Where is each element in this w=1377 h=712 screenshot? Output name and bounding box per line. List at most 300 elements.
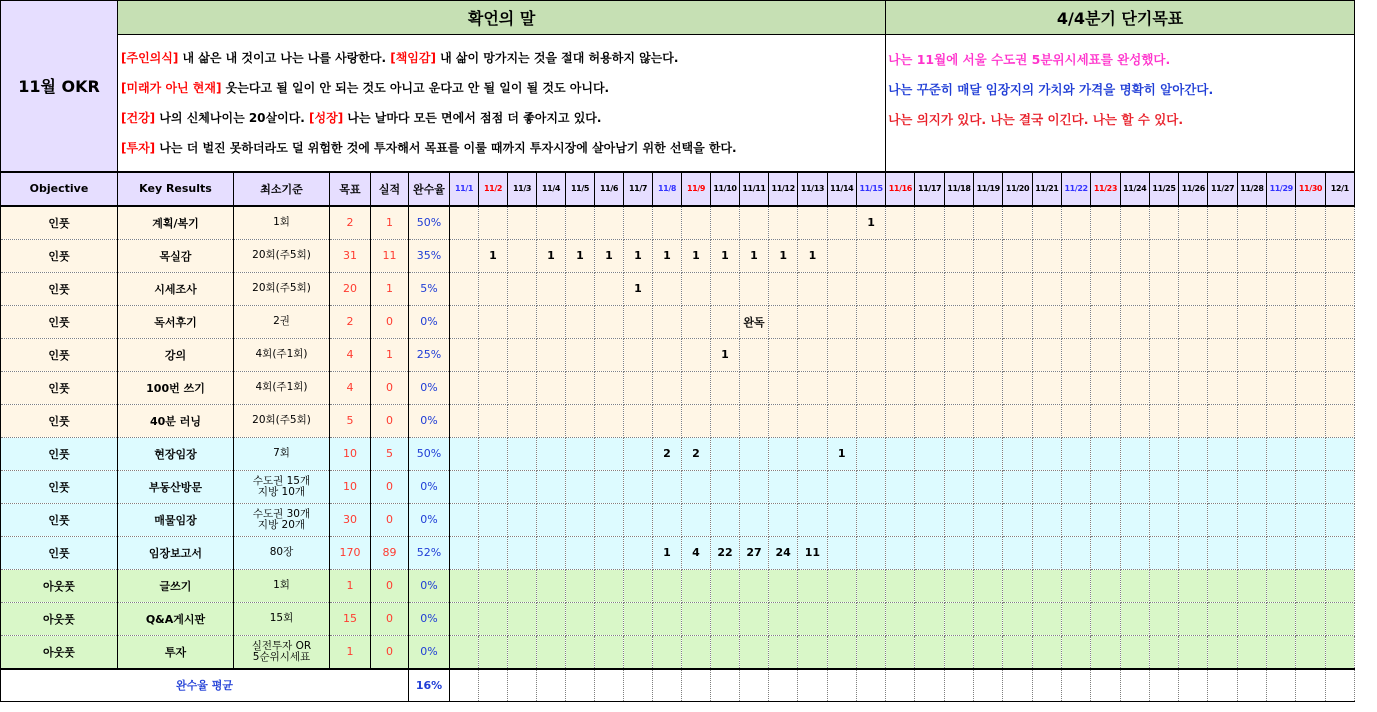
day-cell[interactable] <box>1061 536 1090 569</box>
day-cell[interactable] <box>508 338 537 371</box>
day-cell[interactable] <box>450 602 479 635</box>
actual-cell[interactable]: 1 <box>371 206 409 240</box>
day-cell[interactable] <box>1003 669 1032 702</box>
min-standard-cell[interactable] <box>234 338 330 371</box>
day-cell[interactable] <box>595 635 624 669</box>
day-cell[interactable] <box>856 239 885 272</box>
day-cell[interactable] <box>537 272 566 305</box>
day-cell[interactable] <box>479 602 508 635</box>
day-cell[interactable] <box>827 239 856 272</box>
day-cell[interactable]: 1 <box>653 239 682 272</box>
day-cell[interactable] <box>1003 305 1032 338</box>
day-cell[interactable] <box>624 437 653 470</box>
day-cell[interactable] <box>1032 437 1061 470</box>
day-cell[interactable] <box>1061 470 1090 503</box>
day-cell[interactable] <box>1003 503 1032 536</box>
day-cell[interactable] <box>508 437 537 470</box>
day-cell[interactable] <box>711 272 740 305</box>
day-cell[interactable] <box>1179 239 1208 272</box>
day-cell[interactable] <box>595 272 624 305</box>
day-cell[interactable]: 1 <box>856 206 885 240</box>
day-cell[interactable] <box>479 338 508 371</box>
day-cell[interactable] <box>1032 305 1061 338</box>
actual-cell[interactable]: 1 <box>371 272 409 305</box>
day-cell[interactable] <box>1149 206 1178 240</box>
day-cell[interactable] <box>827 503 856 536</box>
day-cell[interactable] <box>595 338 624 371</box>
key-result-cell[interactable]: 임장보고서 <box>118 536 234 569</box>
day-cell[interactable] <box>537 536 566 569</box>
day-cell[interactable] <box>974 569 1003 602</box>
day-cell[interactable] <box>1091 635 1120 669</box>
day-cell[interactable] <box>769 272 798 305</box>
day-cell[interactable] <box>1091 536 1120 569</box>
day-cell[interactable] <box>1003 569 1032 602</box>
day-cell[interactable] <box>1296 569 1325 602</box>
day-cell[interactable] <box>974 305 1003 338</box>
min-standard-cell[interactable] <box>234 470 330 503</box>
day-cell[interactable] <box>566 602 595 635</box>
day-cell[interactable] <box>1091 272 1120 305</box>
day-cell[interactable] <box>915 305 944 338</box>
day-cell[interactable] <box>1237 635 1266 669</box>
day-cell[interactable] <box>1149 536 1178 569</box>
day-cell[interactable] <box>1296 272 1325 305</box>
day-cell[interactable] <box>915 669 944 702</box>
day-cell[interactable] <box>944 404 973 437</box>
day-cell[interactable] <box>1149 239 1178 272</box>
day-cell[interactable] <box>537 503 566 536</box>
min-standard-cell[interactable] <box>234 239 330 272</box>
day-cell[interactable] <box>1296 338 1325 371</box>
day-cell[interactable] <box>450 404 479 437</box>
completion-rate-cell[interactable]: 25% <box>409 338 450 371</box>
day-cell[interactable] <box>1208 470 1237 503</box>
day-cell[interactable] <box>769 305 798 338</box>
day-cell[interactable] <box>537 470 566 503</box>
day-cell[interactable] <box>1237 404 1266 437</box>
day-cell[interactable] <box>856 536 885 569</box>
day-cell[interactable] <box>682 272 711 305</box>
day-cell[interactable] <box>915 206 944 240</box>
day-cell[interactable] <box>798 503 827 536</box>
day-cell[interactable] <box>653 503 682 536</box>
day-cell[interactable] <box>653 569 682 602</box>
day-cell[interactable] <box>974 669 1003 702</box>
day-cell[interactable] <box>1325 338 1354 371</box>
day-cell[interactable] <box>450 272 479 305</box>
day-cell[interactable] <box>595 470 624 503</box>
target-cell[interactable]: 2 <box>330 305 371 338</box>
day-cell[interactable] <box>1032 404 1061 437</box>
min-standard-cell[interactable] <box>234 635 330 669</box>
day-cell[interactable] <box>595 503 624 536</box>
day-cell[interactable] <box>537 404 566 437</box>
day-cell[interactable] <box>479 437 508 470</box>
day-cell[interactable] <box>1208 503 1237 536</box>
day-cell[interactable] <box>479 569 508 602</box>
min-standard-cell[interactable] <box>234 602 330 635</box>
day-cell[interactable] <box>1325 437 1354 470</box>
day-cell[interactable] <box>450 635 479 669</box>
day-cell[interactable] <box>740 635 769 669</box>
day-cell[interactable] <box>1179 305 1208 338</box>
completion-rate-cell[interactable]: 50% <box>409 206 450 240</box>
target-cell[interactable]: 30 <box>330 503 371 536</box>
day-cell[interactable] <box>915 338 944 371</box>
day-cell[interactable] <box>1061 635 1090 669</box>
day-cell[interactable] <box>1179 404 1208 437</box>
day-cell[interactable] <box>624 536 653 569</box>
day-cell[interactable] <box>1179 338 1208 371</box>
min-standard-cell[interactable] <box>234 569 330 602</box>
day-cell[interactable] <box>537 206 566 240</box>
min-standard-cell[interactable] <box>234 371 330 404</box>
day-cell[interactable] <box>566 404 595 437</box>
day-cell[interactable] <box>624 404 653 437</box>
day-cell[interactable] <box>508 503 537 536</box>
min-standard-cell[interactable] <box>234 437 330 470</box>
day-cell[interactable] <box>1267 503 1296 536</box>
day-cell[interactable] <box>1120 669 1149 702</box>
target-cell[interactable]: 2 <box>330 206 371 240</box>
day-cell[interactable] <box>915 272 944 305</box>
day-cell[interactable] <box>886 635 915 669</box>
day-cell[interactable] <box>1120 371 1149 404</box>
day-cell[interactable] <box>974 206 1003 240</box>
day-cell[interactable] <box>1061 305 1090 338</box>
day-cell[interactable] <box>624 371 653 404</box>
day-cell[interactable] <box>769 669 798 702</box>
completion-rate-cell[interactable]: 0% <box>409 503 450 536</box>
day-cell[interactable] <box>769 503 798 536</box>
min-standard-cell[interactable] <box>234 404 330 437</box>
day-cell[interactable] <box>915 239 944 272</box>
day-cell[interactable] <box>1296 602 1325 635</box>
day-cell[interactable] <box>886 437 915 470</box>
day-cell[interactable] <box>1179 503 1208 536</box>
day-cell[interactable] <box>479 371 508 404</box>
day-cell[interactable] <box>653 206 682 240</box>
day-cell[interactable] <box>1120 635 1149 669</box>
day-cell[interactable] <box>915 569 944 602</box>
day-cell[interactable] <box>1208 239 1237 272</box>
completion-rate-cell[interactable]: 52% <box>409 536 450 569</box>
objective-cell[interactable]: 인풋 <box>1 371 118 404</box>
day-cell[interactable] <box>769 404 798 437</box>
day-cell[interactable] <box>537 338 566 371</box>
day-cell[interactable] <box>450 470 479 503</box>
day-cell[interactable] <box>974 437 1003 470</box>
day-cell[interactable] <box>915 470 944 503</box>
day-cell[interactable] <box>508 569 537 602</box>
day-cell[interactable] <box>1091 569 1120 602</box>
day-cell[interactable] <box>1325 503 1354 536</box>
day-cell[interactable] <box>1237 272 1266 305</box>
day-cell[interactable] <box>1179 536 1208 569</box>
day-cell[interactable] <box>508 669 537 702</box>
day-cell[interactable] <box>1091 338 1120 371</box>
day-cell[interactable]: 1 <box>798 239 827 272</box>
day-cell[interactable] <box>1296 503 1325 536</box>
day-cell[interactable] <box>1032 272 1061 305</box>
day-cell[interactable] <box>740 272 769 305</box>
day-cell[interactable] <box>856 503 885 536</box>
day-cell[interactable] <box>827 338 856 371</box>
min-standard-cell[interactable] <box>234 272 330 305</box>
day-cell[interactable] <box>624 338 653 371</box>
day-cell[interactable] <box>1325 669 1354 702</box>
day-cell[interactable] <box>711 437 740 470</box>
day-cell[interactable] <box>1149 371 1178 404</box>
day-cell[interactable] <box>827 536 856 569</box>
day-cell[interactable]: 1 <box>566 239 595 272</box>
day-cell[interactable] <box>915 635 944 669</box>
day-cell[interactable] <box>653 305 682 338</box>
day-cell[interactable] <box>653 669 682 702</box>
day-cell[interactable] <box>1091 239 1120 272</box>
day-cell[interactable] <box>974 239 1003 272</box>
key-result-cell[interactable]: 시세조사 <box>118 272 234 305</box>
day-cell[interactable] <box>653 272 682 305</box>
day-cell[interactable] <box>508 239 537 272</box>
day-cell[interactable] <box>450 669 479 702</box>
day-cell[interactable]: 1 <box>711 338 740 371</box>
day-cell[interactable] <box>537 635 566 669</box>
day-cell[interactable] <box>1325 470 1354 503</box>
day-cell[interactable] <box>886 371 915 404</box>
day-cell[interactable] <box>479 272 508 305</box>
day-cell[interactable] <box>595 437 624 470</box>
day-cell[interactable] <box>1208 669 1237 702</box>
day-cell[interactable] <box>537 602 566 635</box>
day-cell[interactable] <box>1003 371 1032 404</box>
day-cell[interactable] <box>1120 239 1149 272</box>
actual-cell[interactable]: 89 <box>371 536 409 569</box>
day-cell[interactable] <box>974 371 1003 404</box>
day-cell[interactable] <box>827 569 856 602</box>
day-cell[interactable] <box>856 338 885 371</box>
day-cell[interactable] <box>798 470 827 503</box>
key-result-cell[interactable]: 목실감 <box>118 239 234 272</box>
day-cell[interactable]: 4 <box>682 536 711 569</box>
day-cell[interactable] <box>827 602 856 635</box>
day-cell[interactable] <box>595 669 624 702</box>
day-cell[interactable] <box>450 569 479 602</box>
objective-cell[interactable]: 인풋 <box>1 536 118 569</box>
day-cell[interactable] <box>886 470 915 503</box>
day-cell[interactable] <box>798 371 827 404</box>
day-cell[interactable] <box>769 569 798 602</box>
day-cell[interactable] <box>1179 206 1208 240</box>
key-result-cell[interactable]: 계획/복기 <box>118 206 234 240</box>
day-cell[interactable] <box>1061 404 1090 437</box>
day-cell[interactable] <box>856 404 885 437</box>
day-cell[interactable] <box>682 669 711 702</box>
day-cell[interactable] <box>624 569 653 602</box>
day-cell[interactable] <box>1325 569 1354 602</box>
day-cell[interactable] <box>450 437 479 470</box>
day-cell[interactable] <box>1325 536 1354 569</box>
day-cell[interactable] <box>769 206 798 240</box>
day-cell[interactable] <box>1149 338 1178 371</box>
day-cell[interactable] <box>479 503 508 536</box>
day-cell[interactable]: 1 <box>537 239 566 272</box>
day-cell[interactable] <box>479 635 508 669</box>
day-cell[interactable] <box>595 206 624 240</box>
target-cell[interactable]: 1 <box>330 635 371 669</box>
day-cell[interactable] <box>1179 635 1208 669</box>
day-cell[interactable] <box>740 338 769 371</box>
day-cell[interactable] <box>1061 272 1090 305</box>
day-cell[interactable] <box>1149 602 1178 635</box>
day-cell[interactable] <box>1179 602 1208 635</box>
day-cell[interactable] <box>682 602 711 635</box>
day-cell[interactable] <box>740 470 769 503</box>
day-cell[interactable] <box>1296 669 1325 702</box>
day-cell[interactable] <box>974 503 1003 536</box>
actual-cell[interactable]: 5 <box>371 437 409 470</box>
day-cell[interactable]: 24 <box>769 536 798 569</box>
day-cell[interactable] <box>682 404 711 437</box>
day-cell[interactable] <box>944 470 973 503</box>
day-cell[interactable] <box>1237 569 1266 602</box>
day-cell[interactable] <box>944 635 973 669</box>
day-cell[interactable] <box>769 470 798 503</box>
day-cell[interactable] <box>566 503 595 536</box>
day-cell[interactable] <box>740 371 769 404</box>
day-cell[interactable] <box>798 569 827 602</box>
day-cell[interactable] <box>886 669 915 702</box>
day-cell[interactable] <box>798 602 827 635</box>
day-cell[interactable] <box>1237 503 1266 536</box>
day-cell[interactable] <box>769 437 798 470</box>
day-cell[interactable] <box>1149 635 1178 669</box>
day-cell[interactable] <box>508 404 537 437</box>
day-cell[interactable] <box>740 503 769 536</box>
day-cell[interactable] <box>974 602 1003 635</box>
day-cell[interactable] <box>1120 338 1149 371</box>
day-cell[interactable] <box>827 404 856 437</box>
day-cell[interactable] <box>566 338 595 371</box>
target-cell[interactable]: 10 <box>330 437 371 470</box>
key-result-cell[interactable]: 100번 쓰기 <box>118 371 234 404</box>
day-cell[interactable] <box>798 404 827 437</box>
day-cell[interactable] <box>1237 305 1266 338</box>
day-cell[interactable] <box>1149 305 1178 338</box>
actual-cell[interactable]: 0 <box>371 305 409 338</box>
day-cell[interactable] <box>566 305 595 338</box>
day-cell[interactable] <box>886 602 915 635</box>
key-result-cell[interactable]: Q&A게시판 <box>118 602 234 635</box>
day-cell[interactable] <box>682 206 711 240</box>
day-cell[interactable] <box>508 305 537 338</box>
day-cell[interactable] <box>682 371 711 404</box>
day-cell[interactable]: 1 <box>479 239 508 272</box>
day-cell[interactable] <box>711 602 740 635</box>
day-cell[interactable] <box>944 305 973 338</box>
objective-cell[interactable]: 인풋 <box>1 272 118 305</box>
day-cell[interactable] <box>1120 503 1149 536</box>
day-cell[interactable] <box>595 602 624 635</box>
day-cell[interactable]: 1 <box>769 239 798 272</box>
day-cell[interactable] <box>1120 437 1149 470</box>
day-cell[interactable] <box>1091 503 1120 536</box>
key-result-cell[interactable]: 글쓰기 <box>118 569 234 602</box>
objective-cell[interactable]: 인풋 <box>1 239 118 272</box>
day-cell[interactable] <box>1149 503 1178 536</box>
day-cell[interactable] <box>1208 206 1237 240</box>
day-cell[interactable] <box>1267 669 1296 702</box>
day-cell[interactable] <box>1296 206 1325 240</box>
completion-rate-cell[interactable]: 0% <box>409 470 450 503</box>
day-cell[interactable] <box>1061 569 1090 602</box>
day-cell[interactable] <box>974 470 1003 503</box>
day-cell[interactable] <box>1091 371 1120 404</box>
day-cell[interactable] <box>682 635 711 669</box>
key-result-cell[interactable]: 현장임장 <box>118 437 234 470</box>
day-cell[interactable] <box>740 206 769 240</box>
objective-cell[interactable]: 인풋 <box>1 206 118 240</box>
day-cell[interactable] <box>798 338 827 371</box>
day-cell[interactable] <box>1208 338 1237 371</box>
day-cell[interactable] <box>1325 239 1354 272</box>
day-cell[interactable] <box>1032 503 1061 536</box>
day-cell[interactable] <box>1091 470 1120 503</box>
day-cell[interactable] <box>827 635 856 669</box>
target-cell[interactable]: 31 <box>330 239 371 272</box>
day-cell[interactable] <box>1267 602 1296 635</box>
min-standard-cell[interactable] <box>234 503 330 536</box>
day-cell[interactable]: 1 <box>653 536 682 569</box>
day-cell[interactable] <box>1237 338 1266 371</box>
day-cell[interactable] <box>653 470 682 503</box>
day-cell[interactable] <box>1149 404 1178 437</box>
day-cell[interactable] <box>711 470 740 503</box>
day-cell[interactable] <box>450 305 479 338</box>
day-cell[interactable] <box>508 536 537 569</box>
day-cell[interactable] <box>974 536 1003 569</box>
day-cell[interactable] <box>827 371 856 404</box>
day-cell[interactable] <box>1091 206 1120 240</box>
day-cell[interactable] <box>624 470 653 503</box>
day-cell[interactable] <box>1267 338 1296 371</box>
day-cell[interactable] <box>1179 437 1208 470</box>
day-cell[interactable] <box>1208 272 1237 305</box>
day-cell[interactable] <box>798 305 827 338</box>
day-cell[interactable] <box>1208 569 1237 602</box>
day-cell[interactable] <box>1296 371 1325 404</box>
day-cell[interactable] <box>827 669 856 702</box>
day-cell[interactable] <box>1003 239 1032 272</box>
day-cell[interactable] <box>566 470 595 503</box>
day-cell[interactable] <box>566 272 595 305</box>
day-cell[interactable] <box>653 404 682 437</box>
day-cell[interactable] <box>1003 404 1032 437</box>
day-cell[interactable] <box>886 404 915 437</box>
actual-cell[interactable]: 0 <box>371 569 409 602</box>
day-cell[interactable] <box>1179 569 1208 602</box>
day-cell[interactable] <box>1267 239 1296 272</box>
day-cell[interactable] <box>1237 206 1266 240</box>
day-cell[interactable] <box>915 602 944 635</box>
day-cell[interactable] <box>537 437 566 470</box>
actual-cell[interactable]: 1 <box>371 338 409 371</box>
day-cell[interactable] <box>566 371 595 404</box>
day-cell[interactable] <box>1325 272 1354 305</box>
completion-rate-cell[interactable]: 0% <box>409 635 450 669</box>
day-cell[interactable] <box>856 669 885 702</box>
